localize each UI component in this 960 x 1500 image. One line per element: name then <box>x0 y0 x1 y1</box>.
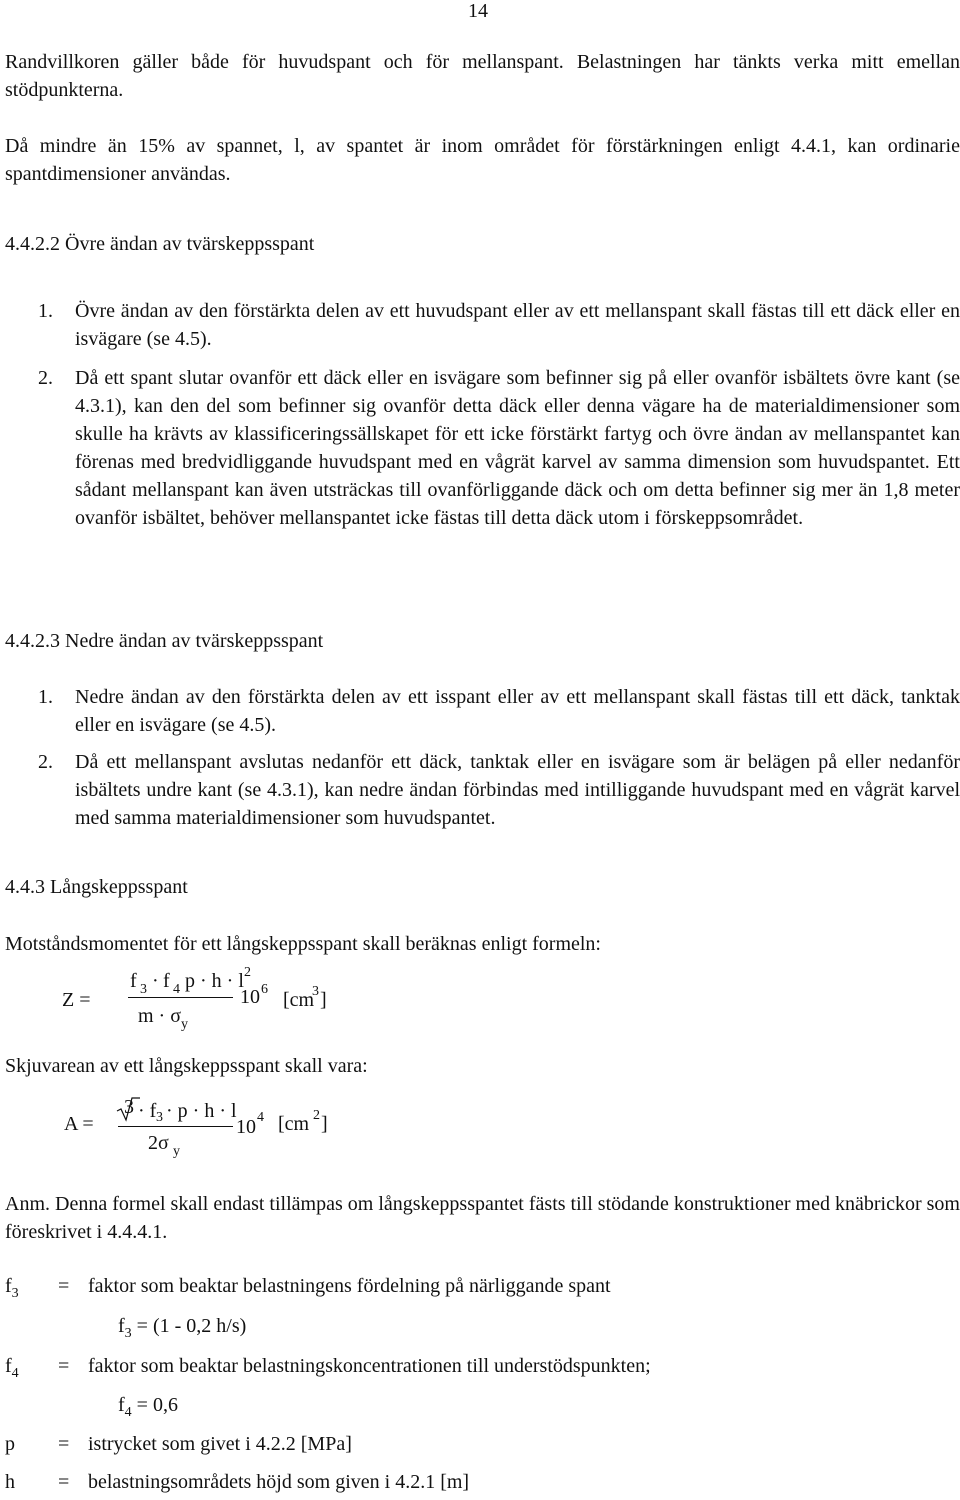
fraction-bar <box>118 1126 233 1127</box>
definition-row <box>0 1433 960 1461</box>
formula-unit-end: ] <box>320 989 327 1011</box>
definition-text: faktor som beaktar belastningens fördelning på närliggande spant <box>88 1275 611 1297</box>
list-text: Då ett mellanspant avslutas nedanför ett däck, tanktak eller en isvägare som är belägen på eller nedanför isbältets undre kant (se 4.3.1), kan nedre ändan förbindas med intilliggande huvudspant med en vågrät karvel med samma materialdimensioner som huvudspantet. <box>75 751 960 829</box>
formula-root-value: 3 <box>124 1096 134 1118</box>
formula-unit: [cm <box>278 1113 310 1135</box>
formula-symbol: f <box>163 970 170 992</box>
definition-equals: = <box>58 1275 70 1297</box>
formula-symbol: · f <box>138 1100 157 1122</box>
document-page: 14 Randvillkoren gäller både för huvudspant och för mellanspant. Belastningen har tänkts verka mitt emellan stödpunkterna. Då mindre än 15% av spannet, l, av spantet är inom området för förstärkningen enligt 4.4.1, kan ordinarie spantdimensioner användas. 4.4.2.2 Övre ändan av tvärskeppsspant 1. Övre ändan av den förstärkta delen av ett huvudspant eller av ett mellanspant skall fästas till ett däck eller en isvägare (se 4.5). 2. Då ett spant slutar ovanför ett däck eller en isvägare som befinner sig på eller ovanför isbältets övre kant (se 4.3.1), kan den del som befinner sig ovanför detta däck eller denna vägare ha de materialdimensioner som skulle ha krävts av klassificeringssällskapet för ett icke förstärkt fartyg och övre ändan av mellanspantet kan förenas med bredvidliggande huvudspant med en vågrät karvel av samma dimension som huvudspantet. Ett sådant mellanspant kan även utsträckas till ovanförliggande däck och om detta befinner sig mer än 1,8 meter ovanför isbältet, behöver mellanspantet icke fästas till detta däck utom i förskeppsområdet. 4.4.2.3 Nedre ändan av tvärskeppsspant 1. Nedre ändan av den förstärkta delen av ett isspant eller av ett mellanspant skall fästas till ett däck, tanktak eller en isvägare (se 4.5). 2. Då ett mellanspant avslutas nedanför ett däck, tanktak eller en isvägare som är belägen på eller nedanför isbältets undre kant (se 4.3.1), kan nedre ändan förbindas med intilliggande huvudspant med en vågrät karvel med samma materialdimensioner som huvudspantet. 4.4.3 Långskeppsspant Motståndsmomentet för ett långskeppsspant skall beräknas enligt formeln: Z = f 3 · f 4 p · h · l 2 m · σ y 10 6 [cm 3 ] Skjuvarean av ett långskeppsspant skall vara: A = 3 · f 3 · p · h · l 2σ y 10 4 [cm 2 ] Anm. Denna formel skall endast tillämpas om långskeppsspantet fästs till stödande konstruktioner med knäbrickor som föreskrivet i 4.4.4.1. $f_3$ = faktor som beaktar belastningens fördelning på närliggande spant $f_3 = (1 - 0,2$ h/s) $f_4$ = faktor som beaktar belastningskoncentrationen till understödspunkten; $f_4 = 0,6$ p = istrycket som givet i 4.2.2 [MPa] h = belastningsområdets höjd som given i 4.2.1 [m] <box>0 0 960 1500</box>
section-modulus-formula <box>0 965 400 1040</box>
formula-superscript: 2 <box>244 965 251 980</box>
formula-lhs: A = <box>64 1113 94 1135</box>
definition-row <box>0 1275 960 1303</box>
fraction-bar <box>128 997 233 998</box>
formula-superscript: 4 <box>257 1110 264 1125</box>
section-heading: 4.4.3 Långskeppsspant <box>5 876 188 898</box>
formula-lhs: Z = <box>62 989 91 1011</box>
list-text: Då ett spant slutar ovanför ett däck eller en isvägare som befinner sig på eller ovanför isbältets övre kant (se 4.3.1), kan den del som befinner sig ovanför detta däck eller denna vägare ha de materialdimensioner som skulle ha krävts av klassificeringssällskapet för ett icke förstärkt fartyg och övre ändan av mellanspantet kan förenas med bredvidliggande huvudspant med en vågrät karvel av samma dimension som huvudspantet. Ett sådant mellanspant kan även utsträckas till ovanförliggande däck och om detta befinner sig mer än 1,8 meter ovanför isbältet, behöver mellanspantet icke fästas till detta däck utom i förskeppsområdet. <box>75 367 960 529</box>
formula-symbol: f <box>130 970 137 992</box>
formula-subscript: y <box>181 1017 188 1032</box>
formula-factor: 10 <box>236 1116 256 1138</box>
paragraph-ordinary-dimensions: Då mindre än 15% av spannet, l, av spantet är inom området för förstärkningen enligt 4.4.1, kan ordinarie spantdimensioner användas. <box>5 135 960 185</box>
shear-area-formula <box>0 1090 400 1165</box>
formula-subscript: y <box>173 1144 180 1159</box>
paragraph-boundary-conditions: Randvillkoren gäller både för huvudspant och för mellanspant. Belastningen har tänkts verka mitt emellan stödpunkterna. <box>5 51 960 101</box>
list-number: 1. <box>38 300 53 322</box>
list-number: 2. <box>38 367 53 389</box>
definition-symbol: $f_3$ <box>5 1275 19 1301</box>
list-text: Nedre ändan av den förstärkta delen av ett isspant eller av ett mellanspant skall fästas till ett däck, tanktak eller en isvägare (se 4.5). <box>75 686 960 736</box>
list-text: Övre ändan av den förstärkta delen av ett huvudspant eller av ett mellanspant skall fästas till ett däck eller en isvägare (se 4.5). <box>75 300 960 350</box>
formula-denominator: m · σ <box>138 1005 181 1027</box>
formula-subscript: 4 <box>173 982 180 997</box>
definition-row <box>0 1471 960 1499</box>
formula-numerator: p · h · l <box>185 970 244 992</box>
formula-intro: Skjuvarean av ett långskeppsspant skall vara: <box>5 1055 368 1077</box>
definition-text: faktor som beaktar belastningskoncentrationen till understödspunkten; <box>88 1355 651 1377</box>
definition-text: belastningsområdets höjd som given i 4.2.1 [m] <box>88 1471 470 1493</box>
formula-denominator: 2σ <box>148 1132 169 1154</box>
definition-equals: = <box>58 1355 70 1377</box>
formula-numerator: · p · h · l <box>166 1100 237 1122</box>
definition-equals: = <box>58 1433 70 1455</box>
definition-symbol: p <box>5 1433 15 1455</box>
formula-superscript: 3 <box>312 984 319 999</box>
page-number: 14 <box>468 0 488 22</box>
definition-equals: = <box>58 1471 70 1493</box>
note-paragraph: Anm. Denna formel skall endast tillämpas om långskeppsspantet fästs till stödande konstruktioner med knäbrickor som föreskrivet i 4.4.4.1. <box>5 1193 960 1243</box>
formula-superscript: 6 <box>261 982 268 997</box>
formula-subscript: 3 <box>156 1110 163 1125</box>
formula-superscript: 2 <box>313 1108 320 1123</box>
list-number: 1. <box>38 686 53 708</box>
definition-text: istrycket som givet i 4.2.2 [MPa] <box>88 1433 352 1455</box>
formula-intro: Motståndsmomentet för ett långskeppsspant skall beräknas enligt formeln: <box>5 933 601 955</box>
definition-symbol: h <box>5 1471 15 1493</box>
formula-unit-end: ] <box>321 1113 328 1135</box>
formula-subscript: 3 <box>140 982 147 997</box>
formula-unit: [cm <box>283 989 315 1011</box>
section-heading: 4.4.2.3 Nedre ändan av tvärskeppsspant <box>5 630 324 652</box>
definition-symbol: $f_4$ <box>5 1355 19 1381</box>
list-number: 2. <box>38 751 53 773</box>
formula-factor: 10 <box>240 986 260 1008</box>
definition-row <box>0 1355 960 1383</box>
formula-dot: · <box>152 970 159 992</box>
section-heading: 4.4.2.2 Övre ändan av tvärskeppsspant <box>5 233 315 255</box>
